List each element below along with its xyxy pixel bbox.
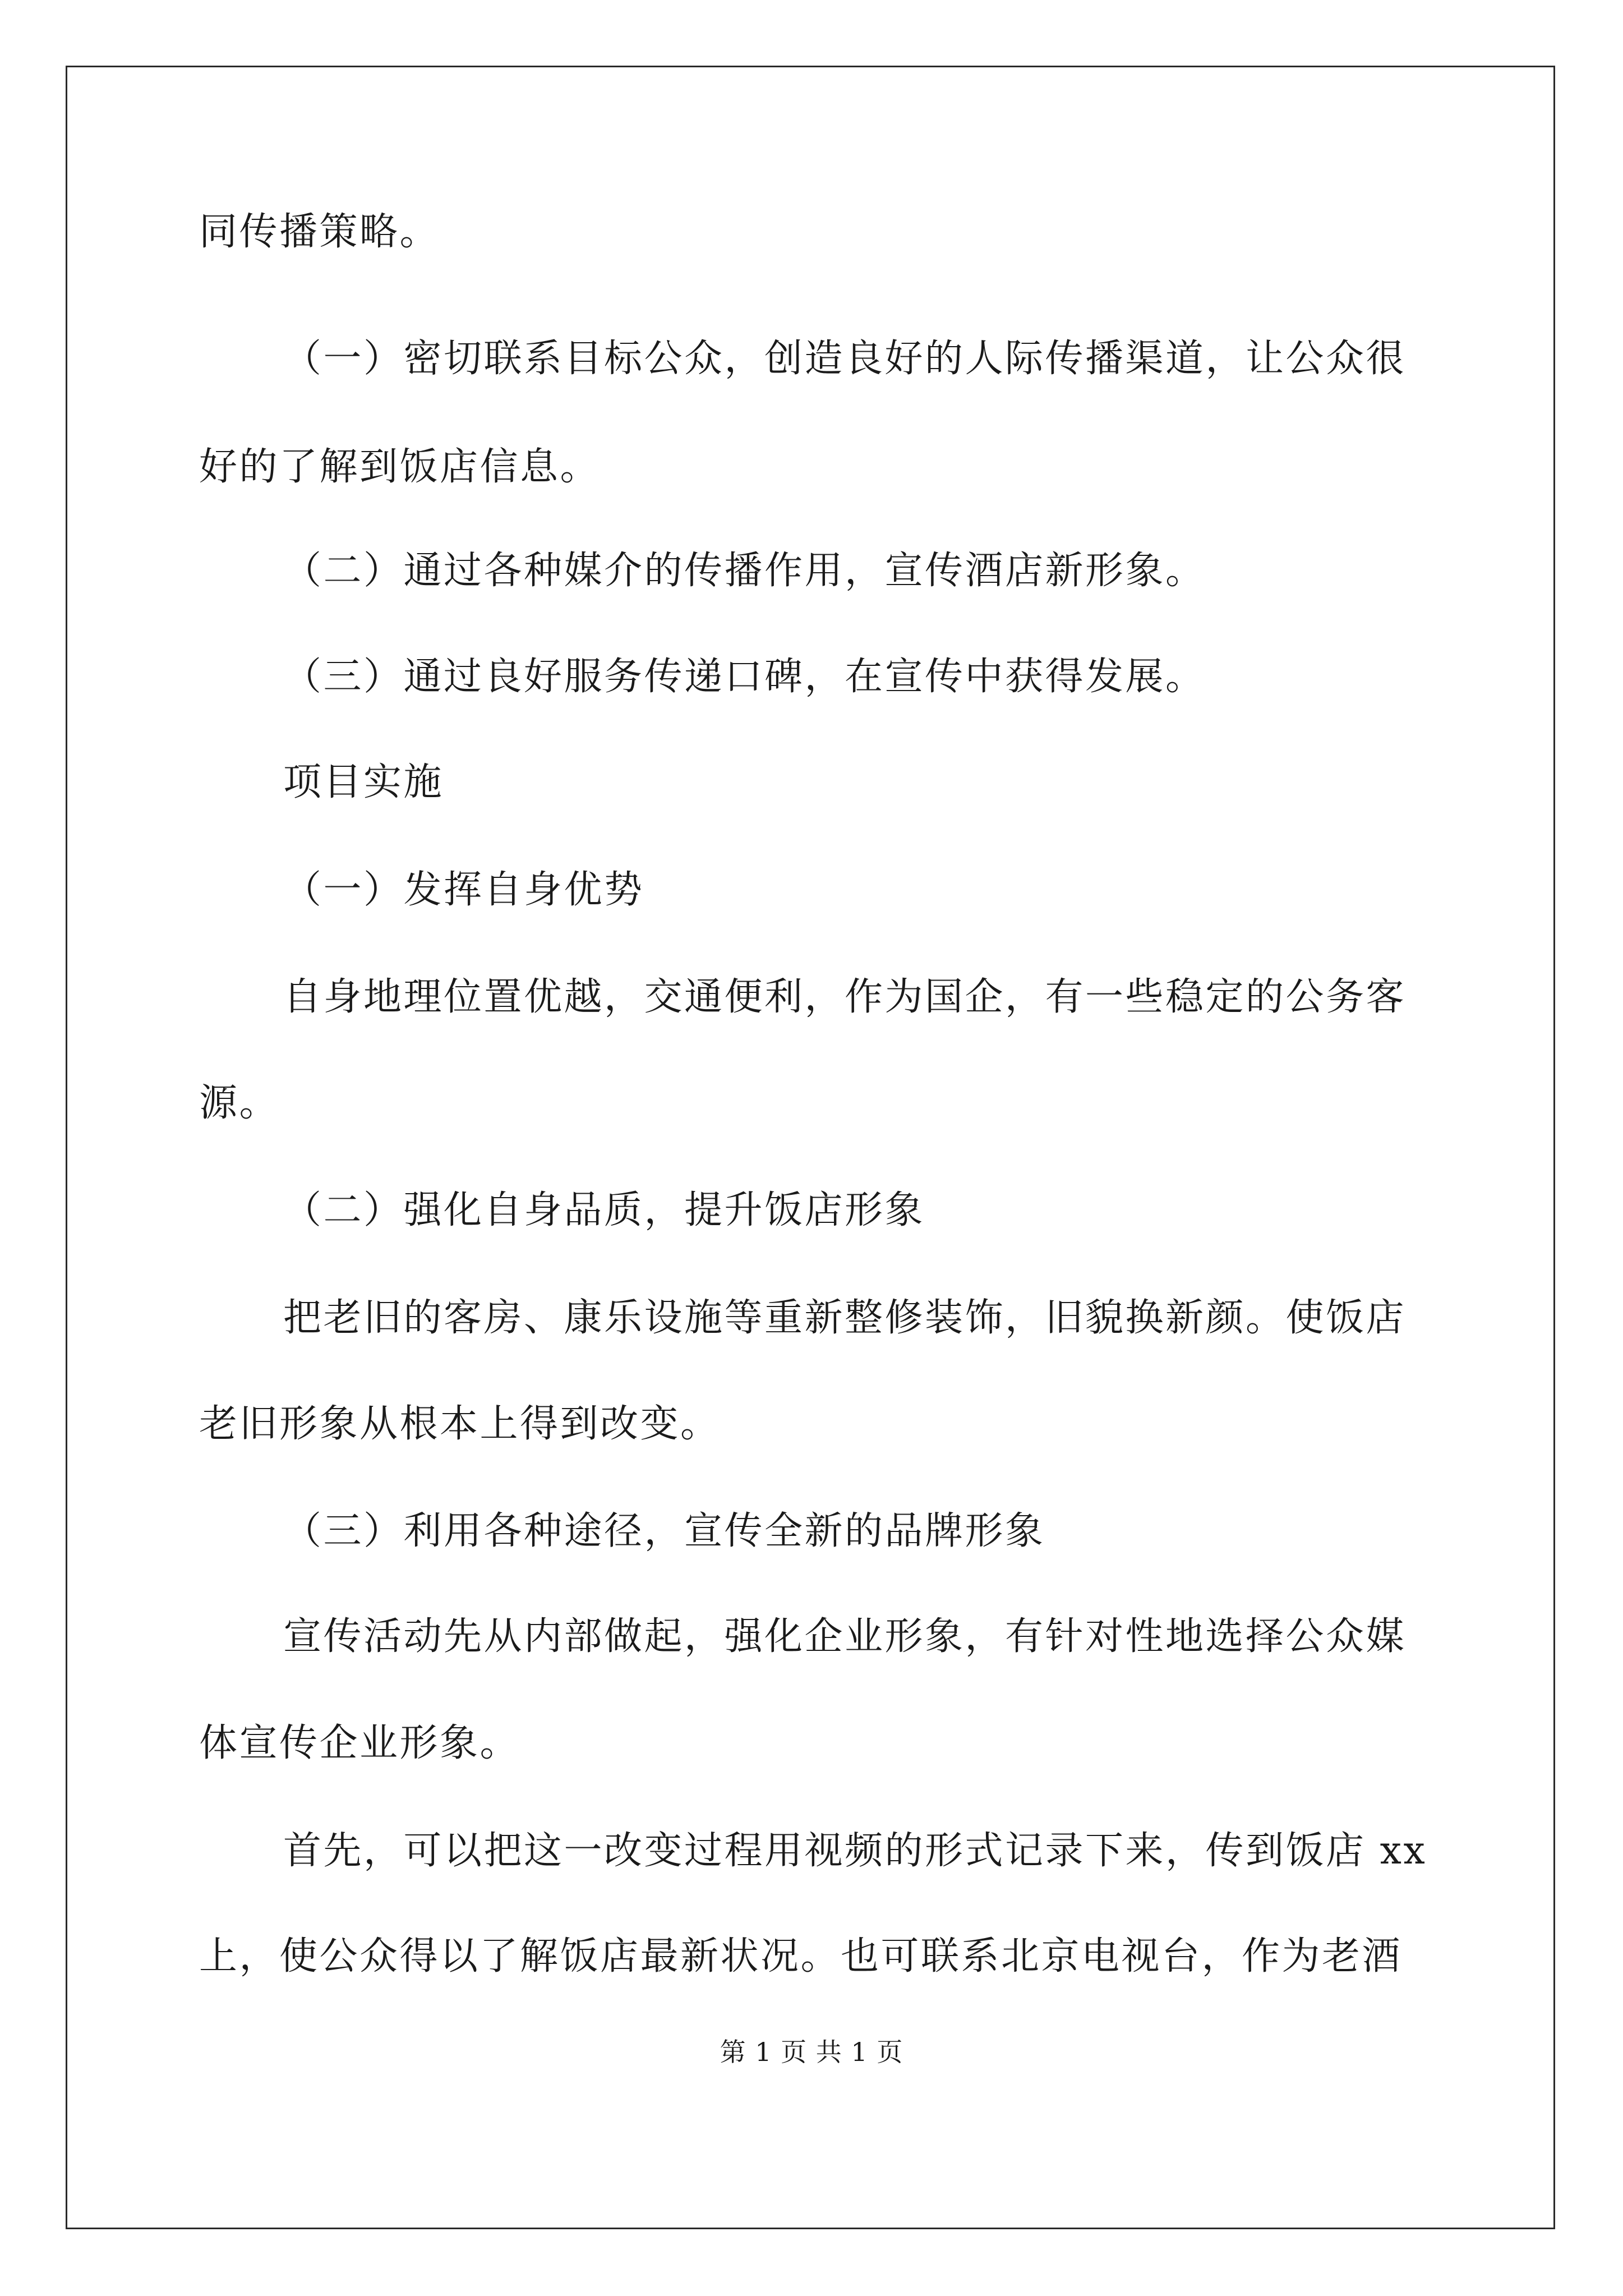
body-line: 体宣传企业形象。 [199,1721,520,1765]
body-line: （三）通过良好服务传递口碑，在宣传中获得发展。 [283,655,1206,699]
body-line: 把老旧的客房、康乐设施等重新整修装饰，旧貌换新颜。使饭店 [283,1296,1407,1340]
body-line: （二）通过各种媒介的传播作用，宣传酒店新形象。 [283,549,1206,593]
body-line: 首先，可以把这一改变过程用视频的形式记录下来，传到饭店 xx [283,1829,1427,1873]
body-line: 上，使公众得以了解饭店最新状况。也可联系北京电视台，作为老酒 [199,1934,1403,1978]
body-line: 同传播策略。 [199,210,440,254]
subsection-heading: （三）利用各种途径，宣传全新的品牌形象 [283,1509,1045,1553]
body-line: （一）密切联系目标公众，创造良好的人际传播渠道，让公众很 [283,337,1407,381]
section-heading: 项目实施 [283,760,444,804]
body-line: 自身地理位置优越，交通便利，作为国企，有一些稳定的公务客 [283,975,1407,1019]
body-line: 老旧形象从根本上得到改变。 [199,1402,721,1446]
body-line: 好的了解到饭店信息。 [199,445,601,489]
page-number-footer: 第 1 页 共 1 页 [720,2037,903,2067]
body-line: 源。 [199,1081,280,1125]
body-line: 宣传活动先从内部做起，强化企业形象，有针对性地选择公众媒 [283,1614,1407,1659]
page-border [66,66,1555,2229]
subsection-heading: （二）强化自身品质，提升饭店形象 [283,1188,925,1232]
subsection-heading: （一）发挥自身优势 [283,868,644,912]
